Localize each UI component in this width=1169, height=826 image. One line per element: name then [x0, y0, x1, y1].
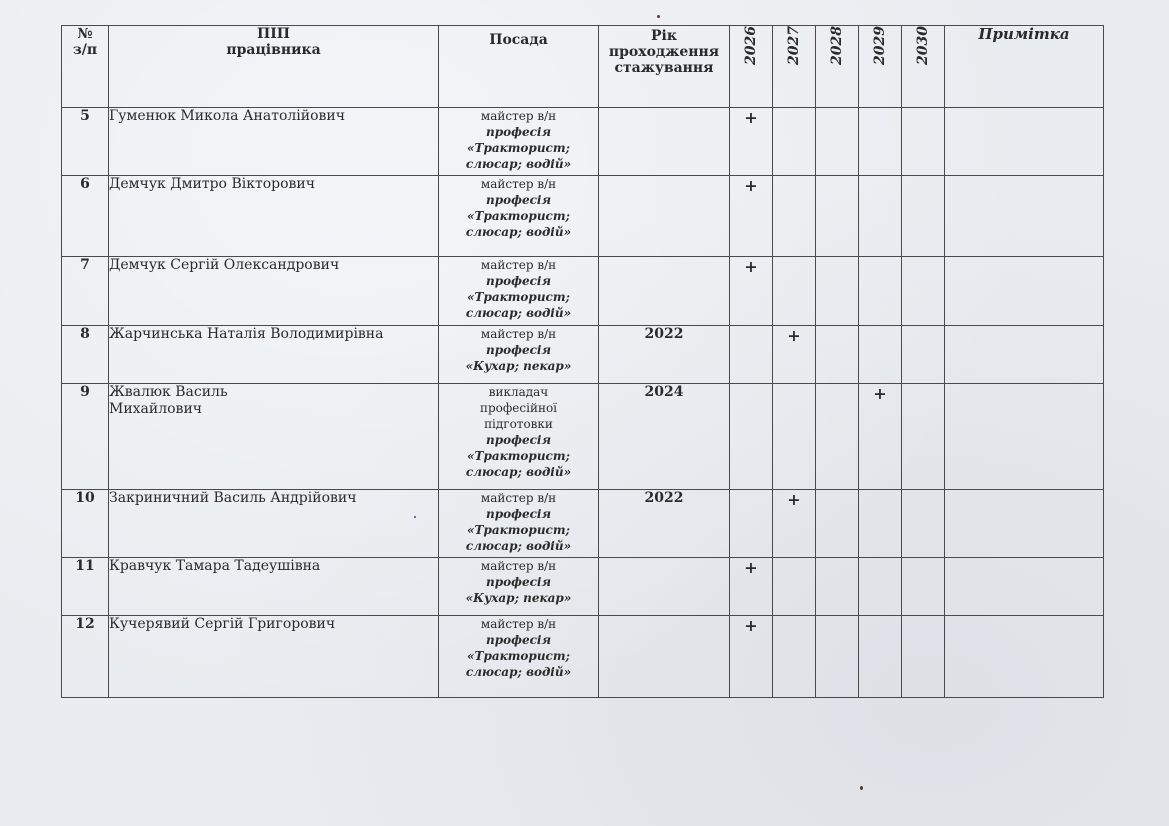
table-body [62, 108, 1104, 698]
note-cell [945, 257, 1104, 326]
header-note: Примітка [945, 26, 1104, 108]
year-cell-2027 [773, 257, 816, 326]
profession-text: професія «Кухар; пекар» [465, 343, 572, 373]
internship-year [599, 257, 730, 326]
internship-year [599, 558, 730, 616]
note-cell [945, 326, 1104, 384]
employee-name [109, 558, 439, 616]
profession-text: професія «Тракторист; слюсар; водій» [465, 507, 572, 553]
profession-text: професія «Кухар; пекар» [465, 575, 572, 605]
employee-position [439, 108, 599, 176]
header-num: № з/п [62, 26, 109, 108]
employee-position [439, 490, 599, 558]
internship-schedule-table [61, 25, 1104, 698]
profession-text: професія «Тракторист; слюсар; водій» [465, 125, 572, 171]
year-cell-2027 [773, 616, 816, 698]
row-number-text: 5 [80, 108, 90, 124]
year-cell-2030 [902, 108, 945, 176]
header-year-2028: 2028 [816, 26, 859, 108]
position-title: майстер в/н [480, 258, 557, 272]
table-row [62, 108, 1104, 176]
year-cell-2026 [730, 616, 773, 698]
position-title: майстер в/н [480, 491, 557, 505]
year-cell-2026 [730, 558, 773, 616]
internship-year [599, 176, 730, 257]
internship-year [599, 384, 730, 490]
header-year-2026: 2026 [730, 26, 773, 108]
position-title: майстер в/н [480, 617, 557, 631]
year-cell-2027 [773, 384, 816, 490]
year-cell-2029 [859, 490, 902, 558]
table-row [62, 326, 1104, 384]
table-row [62, 384, 1104, 490]
row-number [62, 616, 109, 698]
employee-position [439, 558, 599, 616]
internship-year-text: 2022 [644, 490, 684, 506]
year-cell-2028 [816, 490, 859, 558]
position-title: майстер в/н [480, 559, 557, 573]
header-year-2029: 2029 [859, 26, 902, 108]
year-cell-2029 [859, 558, 902, 616]
year-cell-2029 [859, 326, 902, 384]
year-cell-2026 [730, 257, 773, 326]
year-cell-2026 [730, 326, 773, 384]
year-cell-2030 [902, 384, 945, 490]
year-cell-2030 [902, 558, 945, 616]
year-cell-2027 [773, 326, 816, 384]
employee-name-text: Жарчинська Наталія Володимирівна [109, 326, 384, 342]
internship-year [599, 490, 730, 558]
note-cell [945, 108, 1104, 176]
employee-position [439, 257, 599, 326]
plan-mark: + [744, 176, 758, 195]
year-cell-2028 [816, 326, 859, 384]
year-cell-2028 [816, 176, 859, 257]
row-number [62, 490, 109, 558]
internship-year-text: 2022 [644, 326, 684, 342]
row-number-text: 10 [75, 490, 95, 506]
year-cell-2030 [902, 490, 945, 558]
plan-mark: + [787, 326, 801, 345]
table-header-row [62, 26, 1104, 108]
employee-name-text: Кравчук Тамара Тадеушівна [109, 558, 321, 574]
employee-position [439, 384, 599, 490]
note-cell [945, 616, 1104, 698]
header-internship-year: Рік проходження стажування [599, 26, 730, 108]
employee-name [109, 257, 439, 326]
internship-year-text: 2024 [644, 384, 684, 400]
position-title: майстер в/н [480, 109, 557, 123]
profession-text: професія «Тракторист; слюсар; водій» [465, 193, 572, 239]
profession-text: професія «Тракторист; слюсар; водій» [465, 633, 572, 679]
plan-mark: + [744, 257, 758, 276]
note-cell [945, 176, 1104, 257]
year-cell-2029 [859, 257, 902, 326]
employee-name [109, 384, 439, 490]
row-number-text: 12 [75, 616, 95, 632]
employee-name-text: Жвалюк Василь Михайлович [109, 384, 228, 417]
employee-name-text: Закриничний Василь Андрійович [109, 490, 357, 506]
position-title: майстер в/н [480, 327, 557, 341]
plan-mark: + [787, 490, 801, 509]
row-number-text: 8 [80, 326, 90, 342]
table-row [62, 257, 1104, 326]
profession-text: професія «Тракторист; слюсар; водій» [465, 433, 572, 479]
year-cell-2029 [859, 176, 902, 257]
employee-name-text: Демчук Сергій Олександрович [109, 257, 340, 273]
year-cell-2030 [902, 616, 945, 698]
position-title: викладач професійної підготовки [479, 385, 557, 431]
employee-name [109, 108, 439, 176]
scan-speck [657, 15, 660, 18]
note-cell [945, 558, 1104, 616]
header-year-2027: 2027 [773, 26, 816, 108]
year-cell-2030 [902, 326, 945, 384]
employee-position [439, 616, 599, 698]
year-cell-2028 [816, 384, 859, 490]
table-row [62, 490, 1104, 558]
employee-position [439, 326, 599, 384]
employee-name [109, 176, 439, 257]
row-number [62, 558, 109, 616]
year-cell-2026 [730, 176, 773, 257]
header-name: ПІП працівника [109, 26, 439, 108]
header-year-2030: 2030 [902, 26, 945, 108]
note-cell [945, 490, 1104, 558]
row-number-text: 9 [80, 384, 90, 400]
note-cell [945, 384, 1104, 490]
table-row [62, 616, 1104, 698]
employee-name [109, 616, 439, 698]
year-cell-2027 [773, 108, 816, 176]
row-number-text: 11 [75, 558, 95, 574]
plan-mark: + [873, 384, 887, 403]
internship-year [599, 108, 730, 176]
table-row [62, 176, 1104, 257]
row-number [62, 384, 109, 490]
year-cell-2026 [730, 490, 773, 558]
year-cell-2027 [773, 490, 816, 558]
year-cell-2029 [859, 384, 902, 490]
row-number [62, 257, 109, 326]
plan-mark: + [744, 108, 758, 127]
internship-year [599, 616, 730, 698]
employee-name-text: Гуменюк Микола Анатолійович [109, 108, 345, 124]
row-number-text: 7 [80, 257, 90, 273]
year-cell-2030 [902, 176, 945, 257]
year-cell-2028 [816, 616, 859, 698]
year-cell-2026 [730, 108, 773, 176]
employee-name [109, 326, 439, 384]
year-cell-2028 [816, 558, 859, 616]
scan-speck [860, 786, 863, 790]
year-cell-2027 [773, 558, 816, 616]
profession-text: професія «Тракторист; слюсар; водій» [465, 274, 572, 320]
row-number [62, 108, 109, 176]
employee-position [439, 176, 599, 257]
year-cell-2030 [902, 257, 945, 326]
plan-mark: + [744, 558, 758, 577]
row-number [62, 326, 109, 384]
year-cell-2026 [730, 384, 773, 490]
internship-year [599, 326, 730, 384]
year-cell-2028 [816, 257, 859, 326]
employee-name-text: Кучерявий Сергій Григорович [109, 616, 336, 632]
year-cell-2029 [859, 108, 902, 176]
header-position: Посада [439, 26, 599, 108]
table-row [62, 558, 1104, 616]
year-cell-2028 [816, 108, 859, 176]
row-number [62, 176, 109, 257]
scan-speck [414, 516, 416, 518]
employee-name [109, 490, 439, 558]
plan-mark: + [744, 616, 758, 635]
year-cell-2027 [773, 176, 816, 257]
position-title: майстер в/н [480, 177, 557, 191]
employee-name-text: Демчук Дмитро Вікторович [109, 176, 315, 192]
year-cell-2029 [859, 616, 902, 698]
row-number-text: 6 [80, 176, 90, 192]
